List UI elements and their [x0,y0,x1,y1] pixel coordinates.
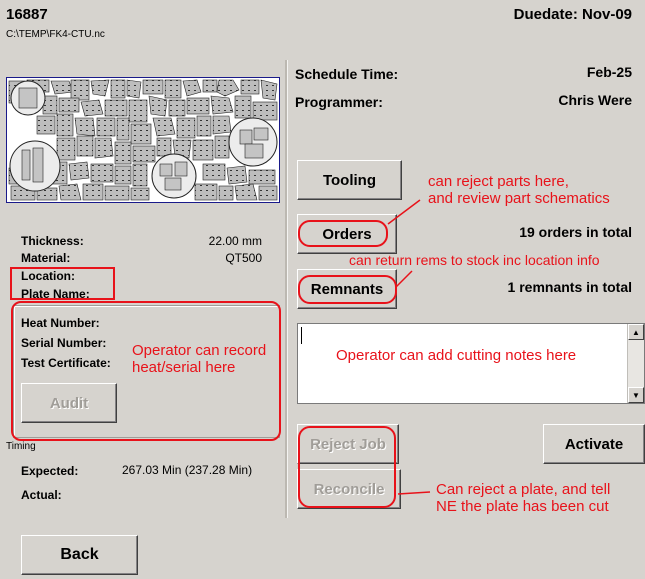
thickness-label: Thickness: [21,234,84,248]
reject-annotation-line1: Can reject a plate, and tell [436,481,611,498]
reject-annotation-line2: NE the plate has been cut [436,498,609,515]
audit-button[interactable]: Audit [21,383,117,423]
expected-value: 267.03 Min (237.28 Min) [122,463,253,477]
back-button[interactable]: Back [21,535,138,575]
tooling-annotation-line2: and review part schematics [428,190,610,207]
orders-total: 19 orders in total [519,224,632,240]
reject-job-button[interactable]: Reject Job [297,424,399,464]
scroll-up-arrow-icon[interactable]: ▲ [628,324,644,340]
tooling-annotation-line1: can reject parts here, [428,173,569,190]
thickness-value: 22.00 mm [208,234,262,248]
heat-annotation-line2: heat/serial here [132,359,236,376]
expected-label: Expected: [21,464,79,478]
plate-name-label: Plate Name: [21,287,90,301]
activate-button[interactable]: Activate [543,424,645,464]
tooling-button[interactable]: Tooling [297,160,402,200]
job-file-path: C:\TEMP\FK4-CTU.nc [6,29,105,40]
location-label: Location: [21,269,75,283]
job-number: 16887 [6,6,48,23]
serial-number-label: Serial Number: [21,336,107,350]
due-date: Duedate: Nov-09 [513,6,632,23]
scroll-down-arrow-icon[interactable]: ▼ [628,387,644,403]
actual-label: Actual: [21,488,62,502]
schedule-time-label: Schedule Time: [295,66,399,82]
notes-annotation: Operator can add cutting notes here [336,347,577,364]
heat-annotation-line1: Operator can record [132,342,267,359]
reconcile-button[interactable]: Reconcile [297,469,401,509]
remnants-annotation: can return rems to stock inc location info [349,252,600,268]
schedule-time-value: Feb-25 [586,64,632,80]
test-certificate-label: Test Certificate: [21,356,111,370]
programmer-label: Programmer: [295,94,383,110]
programmer-value: Chris Were [558,92,632,108]
material-label: Material: [21,251,71,265]
heat-number-label: Heat Number: [21,316,100,330]
orders-button[interactable]: Orders [297,214,397,254]
material-value: QT500 [225,251,262,265]
timing-section-label: Timing [6,441,36,452]
remnants-total: 1 remnants in total [507,279,632,295]
remnants-button[interactable]: Remnants [297,269,397,309]
